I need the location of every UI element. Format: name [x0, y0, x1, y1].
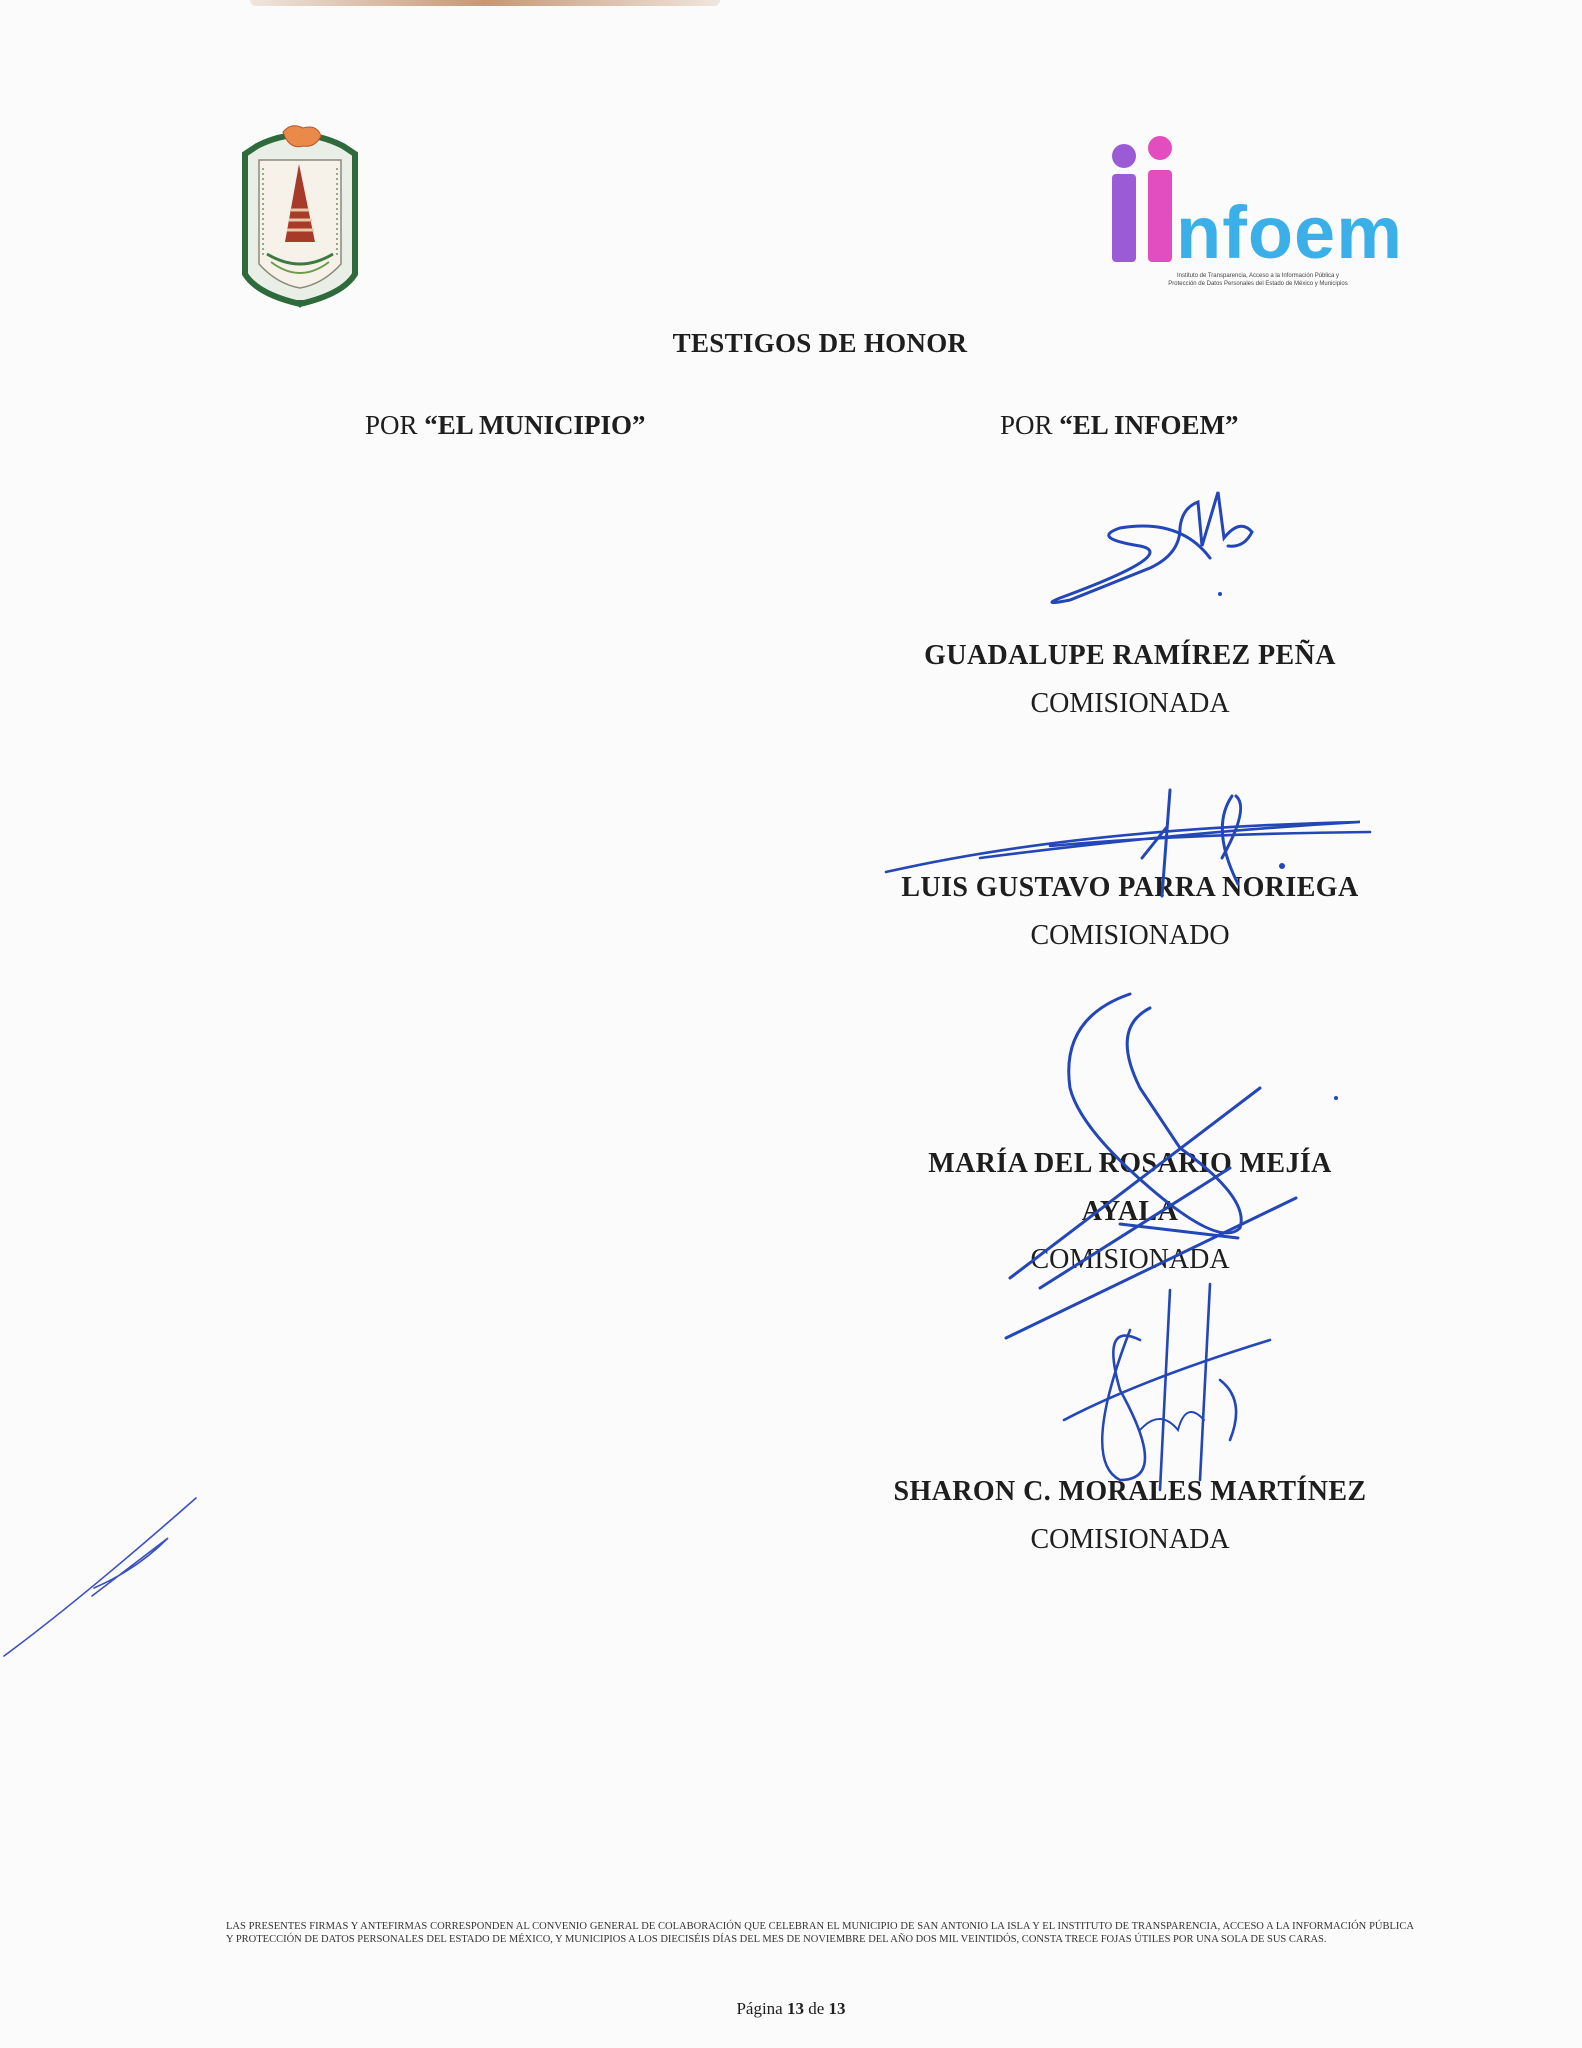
signer-role: COMISIONADA	[1030, 1524, 1230, 1555]
signer-role: COMISIONADA	[1030, 1244, 1230, 1275]
initials-margin-mark	[0, 1490, 210, 1660]
signature-block-1	[860, 632, 1400, 728]
infoem-wordmark: nfoem	[1176, 191, 1403, 274]
handwritten-signature-1	[1030, 488, 1270, 618]
page-edge-stain	[250, 0, 720, 6]
page-total: 13	[828, 1999, 846, 2018]
signer-role: COMISIONADO	[1030, 920, 1230, 951]
municipio-crest-logo	[233, 124, 367, 308]
signature-block-3	[860, 1140, 1400, 1284]
column-heading-prefix: POR	[365, 410, 425, 440]
infoem-subtitle	[1108, 272, 1408, 288]
page-current: 13	[786, 1999, 804, 2018]
infoem-subtitle-line-1: Instituto de Transparencia, Acceso a la Información Pública y	[1176, 273, 1340, 279]
page-separator: de	[808, 1999, 825, 2018]
signer-role: COMISIONADA	[1030, 688, 1230, 719]
handwritten-signature-4	[1060, 1280, 1280, 1500]
column-heading-prefix: POR	[1000, 410, 1060, 440]
signature-block-2	[860, 864, 1400, 960]
signer-name: LUIS GUSTAVO PARRA NORIEGA	[901, 872, 1359, 903]
column-heading-org: “EL MUNICIPIO”	[424, 410, 646, 440]
footnote-legend: LAS PRESENTES FIRMAS Y ANTEFIRMAS CORRESPONDEN AL CONVENIO GENERAL DE COLABORACIÓN QUE CELEBRAN EL MUNICIPIO DE SAN ANTONIO LA ISLA Y EL INSTITUTO DE TRANSPARENCIA, ACCESO A LA INFORMACIÓN PÚBLICA Y PROTECCIÓN DE DATOS PERSONALES DEL ESTADO DE MÉXICO, Y MUNICIPIOS A LOS DIECISÉIS DÍAS DEL MES DE NOVIEMBRE DEL AÑO DOS MIL VEINTIDÓS, CONSTA TRECE FOJAS ÚTILES POR UNA SOLA DE SUS CARAS.	[226, 1921, 1414, 1945]
signer-name: SHARON C. MORALES MARTÍNEZ	[893, 1476, 1367, 1507]
page-label: Página	[736, 1999, 783, 2018]
signature-block-4	[860, 1468, 1400, 1564]
signer-name: GUADALUPE RAMÍREZ PEÑA	[924, 640, 1336, 671]
column-heading-infoem	[1000, 410, 1239, 441]
page-title: TESTIGOS DE HONOR	[672, 328, 968, 358]
signer-name-line-2: AYALA	[1081, 1196, 1179, 1227]
page-number	[0, 1999, 1582, 2019]
signer-name-line-1: MARÍA DEL ROSARIO MEJÍA	[928, 1148, 1332, 1179]
infoem-subtitle-line-2: Protección de Datos Personales del Estado de México y Municipios	[1168, 281, 1348, 287]
column-heading-municipio	[365, 410, 646, 441]
column-heading-org: “EL INFOEM”	[1059, 410, 1239, 440]
